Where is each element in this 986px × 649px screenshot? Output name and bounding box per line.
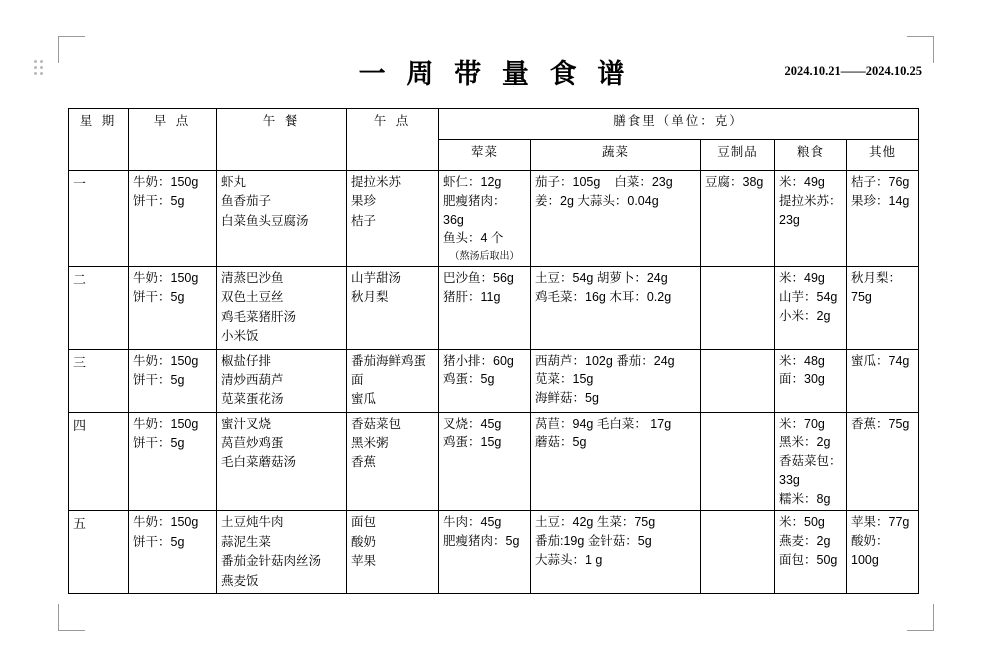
meat-note: （熬汤后取出） (449, 251, 520, 262)
header-vegetable: 蔬菜 (531, 140, 701, 171)
text-line: 土豆：54g 胡萝卜：24g (535, 271, 668, 285)
cell-soy (701, 349, 775, 412)
text-line: 黑米粥 (351, 436, 389, 450)
text-line: 莴苣炒鸡蛋 (221, 436, 284, 450)
header-diet-group: 膳食里（单位：克） (439, 109, 919, 140)
text-line: 面包：50g (779, 552, 838, 567)
text-line: 土豆：42g 生菜：75g (535, 515, 656, 530)
cell-other (847, 267, 919, 350)
cell-vegetable (531, 412, 701, 511)
text-line: 桔子：76g (851, 175, 910, 189)
text-line: 牛肉：45g (443, 515, 502, 530)
text-line: 香蕉：75g (851, 416, 910, 431)
cell-snack (347, 171, 439, 267)
text-line: 米：49g (779, 271, 825, 285)
text-line: 番茄海鲜鸡蛋面 (351, 353, 427, 387)
text-line: 番茄金针菇肉丝汤 (221, 554, 322, 569)
text-line: 白菜鱼头豆腐汤 (221, 213, 309, 228)
cell-vegetable (531, 511, 701, 594)
header-other: 其他 (847, 140, 919, 171)
title-row (0, 50, 986, 94)
text-line: 果珍：14g (851, 193, 910, 208)
text-line: 米：49g (779, 175, 825, 189)
text-line: 牛奶：150g (133, 271, 199, 285)
cell-meat (439, 267, 531, 350)
text-line: 面：30g (779, 372, 825, 387)
cell-grain (775, 349, 847, 412)
cell-grain (775, 511, 847, 594)
text-line: 双色土豆丝 (221, 290, 284, 305)
text-line: 酸奶：100g (851, 534, 889, 567)
cell-other (847, 511, 919, 594)
table-row (69, 267, 919, 350)
weekly-menu-table (68, 108, 919, 594)
crop-mark-bottom-right (907, 604, 934, 631)
header-meat: 荤菜 (439, 140, 531, 171)
text-line: 小米饭 (221, 329, 259, 344)
text-line: 鸡毛菜猪肝汤 (221, 309, 297, 324)
cell-snack (347, 511, 439, 594)
text-line: 肥瘦猪肉：5g (443, 534, 520, 549)
cell-breakfast (129, 171, 217, 267)
cell-other (847, 171, 919, 267)
text-line: 苋菜：15g (535, 372, 594, 387)
text-line: 米：48g (779, 353, 825, 368)
header-breakfast: 早 点 (129, 109, 217, 171)
text-line: 山芋：54g (779, 289, 838, 304)
text-line: 清炒西葫芦 (221, 372, 284, 387)
text-line: 猪小排：60g (443, 353, 514, 368)
text-line: 饼干：5g (133, 534, 185, 549)
text-line: 鸡蛋：15g (443, 435, 502, 450)
cell-lunch (217, 349, 347, 412)
text-line: 牛奶：150g (133, 515, 199, 530)
header-grain: 粮食 (775, 140, 847, 171)
cell-vegetable (531, 267, 701, 350)
text-line: 西葫芦：102g 番茄：24g (535, 353, 675, 368)
text-line: 提拉米苏 (351, 175, 402, 189)
text-line: 饼干：5g (133, 290, 185, 305)
cell-grain (775, 267, 847, 350)
table-row (69, 412, 919, 511)
text-line: 香菇菜包 (351, 416, 402, 431)
cell-soy (701, 267, 775, 350)
cell-soy (701, 171, 775, 267)
text-line: 牛奶：150g (133, 175, 199, 189)
text-line: 蜜汁叉烧 (221, 416, 272, 431)
cell-lunch (217, 267, 347, 350)
text-line: 饼干：5g (133, 372, 185, 387)
text-line: 桔子 (351, 213, 377, 228)
text-line: 肥瘦猪肉：36g (443, 193, 506, 227)
text-line: 秋月梨 (351, 290, 389, 305)
cell-grain (775, 412, 847, 511)
text-line: 山芋甜汤 (351, 271, 402, 285)
header-soy: 豆制品 (701, 140, 775, 171)
text-line: 猪肝：11g (443, 289, 501, 304)
cell-soy (701, 412, 775, 511)
text-line: 燕麦饭 (221, 573, 259, 588)
cell-grain (775, 171, 847, 267)
text-line: 饼干：5g (133, 436, 185, 450)
table-row (69, 511, 919, 594)
cell-meat (439, 349, 531, 412)
text-line: 土豆炖牛肉 (221, 515, 284, 530)
text-line: 秋月梨：75g (851, 271, 902, 304)
text-line: 米：50g (779, 515, 825, 530)
table-header-row-1 (69, 109, 919, 140)
date-range: 2024.10.21——2024.10.25 (784, 64, 922, 78)
cell-breakfast (129, 511, 217, 594)
cell-vegetable (531, 171, 701, 267)
text-line: 蘑菇：5g (535, 435, 587, 450)
text-line: 苹果 (351, 554, 377, 569)
text-line: 小米：2g (779, 308, 831, 323)
cell-lunch (217, 171, 347, 267)
text-line: 蜜瓜：74g (851, 353, 910, 368)
cell-lunch (217, 511, 347, 594)
text-line: 椒盐仔排 (221, 353, 272, 368)
crop-mark-bottom-left (58, 604, 85, 631)
cell-meat (439, 412, 531, 511)
text-line: 大蒜头：1 g (535, 552, 603, 567)
text-line: 叉烧：45g (443, 416, 502, 431)
text-line: 酸奶 (351, 534, 377, 549)
text-line: 姜：2g 大蒜头：0.04g (535, 193, 659, 208)
text-line: 海鲜菇：5g (535, 391, 599, 405)
text-line: 米：70g (779, 416, 825, 431)
text-line: 牛奶：150g (133, 416, 199, 431)
text-line (535, 173, 696, 192)
text-line: 虾仁：12g (443, 175, 502, 189)
text-line: 燕麦：2g (779, 534, 831, 549)
text-line: 面包 (351, 515, 377, 530)
cell-day: 五 (69, 511, 129, 594)
cell-day: 四 (69, 412, 129, 511)
text-line: 清蒸巴沙鱼 (221, 271, 284, 285)
cell-snack (347, 267, 439, 350)
text-item: 茄子：105g (535, 175, 601, 189)
text-line: 毛白菜蘑菇汤 (221, 455, 297, 470)
cell-day: 三 (69, 349, 129, 412)
text-item: 白菜：23g (614, 175, 673, 189)
cell-soy (701, 511, 775, 594)
header-lunch: 午 餐 (217, 109, 347, 171)
text-line: 番茄:19g 金针菇：5g (535, 534, 652, 549)
text-line: 牛奶：150g (133, 353, 199, 368)
cell-other (847, 349, 919, 412)
text-line: 蒜泥生菜 (221, 534, 272, 549)
text-line: 鸡毛菜：16g 木耳：0.2g (535, 289, 672, 304)
cell-breakfast (129, 412, 217, 511)
cell-meat (439, 511, 531, 594)
cell-snack (347, 412, 439, 511)
text-line: 香菇菜包：33g (779, 454, 842, 487)
cell-lunch (217, 412, 347, 511)
text-line: 糯米：8g (779, 491, 831, 506)
cell-vegetable (531, 349, 701, 412)
text-line: 鱼香茄子 (221, 194, 272, 209)
cell-meat (439, 171, 531, 267)
cell-day: 二 (69, 267, 129, 350)
text-line: 虾丸 (221, 175, 247, 189)
text-line: 果珍 (351, 194, 377, 209)
text-line: 提拉米苏：23g (779, 193, 842, 227)
header-day: 星 期 (69, 109, 129, 171)
text-line: 香蕉 (351, 455, 377, 470)
text-line: 莴苣：94g 毛白菜： 17g (535, 416, 672, 431)
text-line: 饼干：5g (133, 194, 185, 209)
text-line: 苹果：77g (851, 515, 910, 530)
cell-other (847, 412, 919, 511)
text-line: 苋菜蛋花汤 (221, 392, 284, 407)
text-line: 蜜瓜 (351, 392, 377, 407)
text-line: 鱼头：4 个 (443, 231, 504, 246)
cell-day: 一 (69, 171, 129, 267)
text-line: 豆腐：38g (705, 175, 764, 189)
table-row (69, 349, 919, 412)
text-line: 巴沙鱼：56g (443, 271, 514, 285)
cell-breakfast (129, 349, 217, 412)
table-row (69, 171, 919, 267)
text-line: 鸡蛋：5g (443, 372, 495, 387)
text-line: 黑米：2g (779, 435, 831, 450)
page-title: 一 周 带 量 食 谱 (358, 59, 632, 89)
cell-breakfast (129, 267, 217, 350)
header-afternoon-snack: 午 点 (347, 109, 439, 171)
cell-snack (347, 349, 439, 412)
